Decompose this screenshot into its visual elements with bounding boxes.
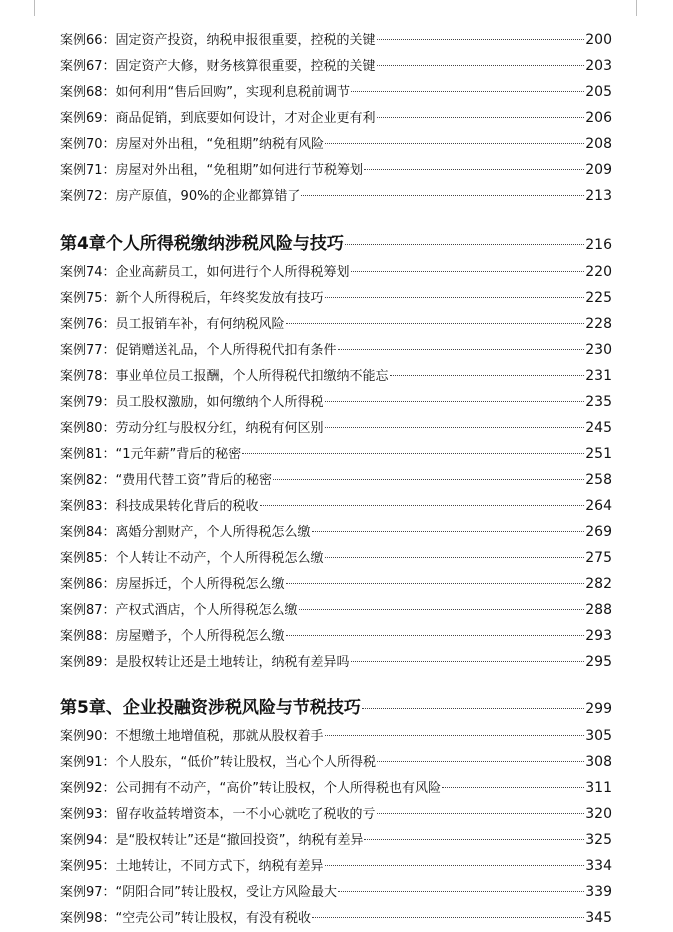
entry-title: 案例82：“费用代替工资”背后的秘密 [60,473,273,488]
entry-page: 228 [585,316,612,332]
spacer [60,675,612,693]
dot-leader [377,813,585,814]
entry-title: 案例71：房屋对外出租，“免租期”如何进行节税筹划 [60,163,364,178]
entry-title: 案例84：离婚分割财产，个人所得税怎么缴 [60,525,311,540]
chapter-title: 第5章、企业投融资涉税风险与节税技巧 [60,698,361,718]
dot-leader [325,865,585,866]
toc-entry[interactable] [60,775,612,801]
entry-title: 案例95：土地转让，不同方式下，纳税有差异 [60,859,324,874]
entry-page: 206 [585,110,612,126]
spacer [60,209,612,229]
dot-leader [260,505,585,506]
dot-leader [351,271,585,272]
entry-page: 258 [585,472,612,488]
dot-leader [442,787,584,788]
toc-entry[interactable] [60,879,612,905]
chapter-page: 299 [585,701,612,717]
entry-title: 案例87：产权式酒店，个人所得税怎么缴 [60,603,298,618]
toc-entry[interactable] [60,259,612,285]
dot-leader [286,635,585,636]
toc-entry[interactable] [60,105,612,131]
toc-entry[interactable] [60,441,612,467]
entry-page: 339 [585,884,612,900]
toc-entry[interactable] [60,79,612,105]
dot-leader [377,117,585,118]
entry-page: 245 [585,420,612,436]
entry-page: 269 [585,524,612,540]
entry-page: 311 [585,780,612,796]
entry-page: 293 [585,628,612,644]
entry-title: 案例92：公司拥有不动产，“高价”转让股权，个人所得税也有风险 [60,781,442,796]
dot-leader [325,427,585,428]
toc-chapter-5[interactable] [60,693,612,723]
entry-title: 案例90：不想缴土地增值税，那就从股权着手 [60,729,324,744]
entry-page: 334 [585,858,612,874]
entry-page: 295 [585,654,612,670]
entry-title: 案例69：商品促销，到底要如何设计，才对企业更有利 [60,111,376,126]
dot-leader [351,91,584,92]
dot-leader [301,195,584,196]
entry-title: 案例67：固定资产大修，财务核算很重要，控税的关键 [60,59,376,74]
toc-entry[interactable] [60,467,612,493]
entry-page: 213 [585,188,612,204]
toc-entry[interactable] [60,749,612,775]
dot-leader [299,609,585,610]
toc-entry[interactable] [60,519,612,545]
toc-entry[interactable] [60,597,612,623]
entry-title: 案例88：房屋赠予，个人所得税怎么缴 [60,629,285,644]
dot-leader [312,531,585,532]
dot-leader [325,297,585,298]
entry-page: 208 [585,136,612,152]
entry-page: 308 [585,754,612,770]
toc-entry[interactable] [60,827,612,853]
entry-page: 264 [585,498,612,514]
entry-title: 案例79：员工股权激励，如何缴纳个人所得税 [60,395,324,410]
dot-leader [364,839,584,840]
entry-page: 205 [585,84,612,100]
toc-section-a [60,27,612,209]
entry-page: 282 [585,576,612,592]
dot-leader [273,479,584,480]
dot-leader [312,917,584,918]
entry-page: 203 [585,58,612,74]
entry-page: 231 [585,368,612,384]
entry-title: 案例91：个人股东，“低价”转让股权，当心个人所得税 [60,755,377,770]
entry-page: 288 [585,602,612,618]
toc-entry[interactable] [60,131,612,157]
entry-page: 230 [585,342,612,358]
entry-title: 案例80：劳动分红与股权分红，纳税有何区别 [60,421,324,436]
entry-title: 案例77：促销赠送礼品，个人所得税代扣有条件 [60,343,337,358]
toc-entry[interactable] [60,27,612,53]
entry-title: 案例94：是“股权转让”还是“撤回投资”，纳税有差异 [60,833,364,848]
chapter-page: 216 [585,237,612,253]
toc-entry[interactable] [60,337,612,363]
toc-entry[interactable] [60,623,612,649]
toc-entry[interactable] [60,389,612,415]
entry-page: 209 [585,162,612,178]
toc-entry[interactable] [60,415,612,441]
dot-leader [345,244,584,245]
dot-leader [325,557,585,558]
entry-page: 251 [585,446,612,462]
dot-leader [325,735,585,736]
dot-leader [286,323,585,324]
entry-title: 案例76：员工报销车补，有何纳税风险 [60,317,285,332]
entry-page: 275 [585,550,612,566]
dot-leader [377,65,585,66]
toc-entry[interactable] [60,801,612,827]
toc-entry[interactable] [60,183,612,209]
dot-leader [377,39,585,40]
dot-leader [338,349,585,350]
chapter-title: 第4章个人所得税缴纳涉税风险与技巧 [60,234,344,254]
dot-leader [338,891,584,892]
entry-title: 案例98：“空壳公司”转让股权，有没有税收 [60,911,312,926]
table-of-contents [60,27,612,931]
toc-entry[interactable] [60,285,612,311]
entry-title: 案例72：房产原值，90%的企业都算错了 [60,189,301,204]
toc-entry[interactable] [60,545,612,571]
entry-title: 案例93：留存收益转增资本，一不小心就吃了税收的亏 [60,807,376,822]
entry-page: 220 [585,264,612,280]
dot-leader [364,169,584,170]
page-border-right [636,0,637,16]
entry-title: 案例70：房屋对外出租，“免租期”纳税有风险 [60,137,325,152]
entry-title: 案例86：房屋拆迁，个人所得税怎么缴 [60,577,285,592]
entry-title: 案例89：是股权转让还是土地转让，纳税有差异吗 [60,655,350,670]
toc-entry[interactable] [60,571,612,597]
dot-leader [390,375,585,376]
entry-page: 320 [585,806,612,822]
dot-leader [325,401,585,402]
entry-title: 案例85：个人转让不动产，个人所得税怎么缴 [60,551,324,566]
entry-title: 案例66：固定资产投资，纳税申报很重要，控税的关键 [60,33,376,48]
entry-title: 案例75：新个人所得税后，年终奖发放有技巧 [60,291,324,306]
toc-entry[interactable] [60,311,612,337]
dot-leader [242,453,584,454]
entry-title: 案例78：事业单位员工报酬，个人所得税代扣缴纳不能忘 [60,369,389,384]
entry-page: 225 [585,290,612,306]
toc-entry[interactable] [60,157,612,183]
dot-leader [377,761,584,762]
toc-chapter-4[interactable] [60,229,612,259]
toc-entry[interactable] [60,493,612,519]
entry-page: 345 [585,910,612,926]
toc-entry[interactable] [60,649,612,675]
toc-entry[interactable] [60,905,612,931]
toc-entry[interactable] [60,363,612,389]
toc-section-c [60,723,612,931]
dot-leader [286,583,585,584]
dot-leader [362,708,584,709]
entry-page: 235 [585,394,612,410]
entry-title: 案例97：“阴阳合同”转让股权，受让方风险最大 [60,885,338,900]
dot-leader [325,143,584,144]
page-border-left [34,0,35,16]
toc-entry[interactable] [60,53,612,79]
entry-title: 案例81：“1元年薪”背后的秘密 [60,447,242,462]
toc-section-b [60,259,612,675]
entry-title: 案例83：科技成果转化背后的税收 [60,499,259,514]
toc-entry[interactable] [60,853,612,879]
entry-title: 案例74：企业高薪员工，如何进行个人所得税筹划 [60,265,350,280]
entry-title: 案例68：如何利用“售后回购”，实现利息税前调节 [60,85,351,100]
entry-page: 200 [585,32,612,48]
entry-page: 305 [585,728,612,744]
toc-entry[interactable] [60,723,612,749]
dot-leader [351,661,585,662]
entry-page: 325 [585,832,612,848]
